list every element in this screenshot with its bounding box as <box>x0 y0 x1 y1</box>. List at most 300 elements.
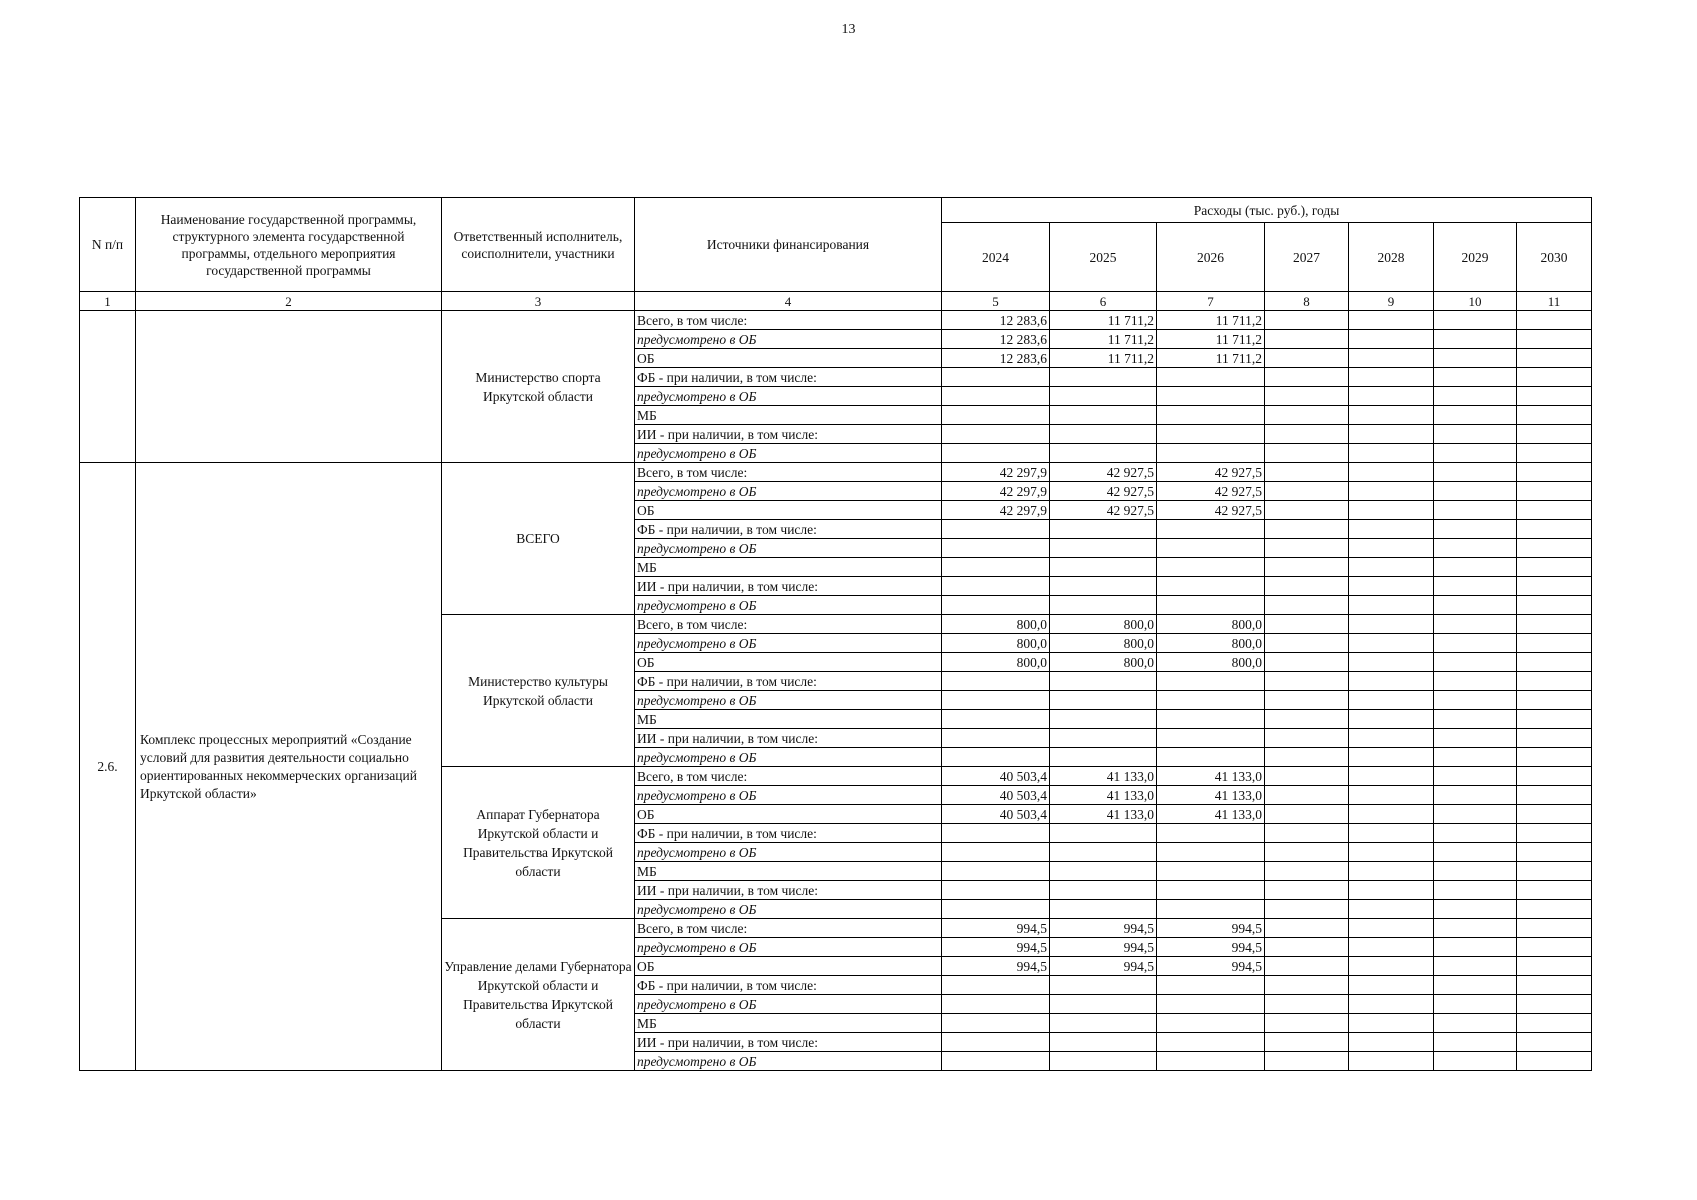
value-cell <box>1434 501 1517 520</box>
header-num: N п/п <box>80 198 136 292</box>
value-cell <box>1349 634 1434 653</box>
value-cell <box>1157 368 1265 387</box>
value-cell: 42 927,5 <box>1157 463 1265 482</box>
value-cell: 994,5 <box>1050 957 1157 976</box>
column-number: 11 <box>1517 292 1592 311</box>
value-cell <box>1517 862 1592 881</box>
value-cell <box>1517 767 1592 786</box>
funding-source: ФБ - при наличии, в том числе: <box>635 976 942 995</box>
value-cell <box>1434 596 1517 615</box>
value-cell: 800,0 <box>1157 634 1265 653</box>
value-cell <box>1050 596 1157 615</box>
value-cell <box>1349 349 1434 368</box>
value-cell <box>1517 919 1592 938</box>
value-cell <box>942 520 1050 539</box>
funding-source: предусмотрено в ОБ <box>635 938 942 957</box>
value-cell <box>1157 596 1265 615</box>
value-cell <box>1157 824 1265 843</box>
value-cell: 994,5 <box>1050 938 1157 957</box>
value-cell <box>1265 1014 1349 1033</box>
value-cell <box>1050 368 1157 387</box>
value-cell: 42 927,5 <box>1157 501 1265 520</box>
value-cell <box>1265 824 1349 843</box>
value-cell <box>1434 938 1517 957</box>
executor-cell: Министерство спорта Иркутской области <box>442 311 635 463</box>
value-cell: 12 283,6 <box>942 349 1050 368</box>
funding-source: ИИ - при наличии, в том числе: <box>635 425 942 444</box>
value-cell <box>1434 558 1517 577</box>
value-cell: 41 133,0 <box>1157 805 1265 824</box>
value-cell <box>1349 1033 1434 1052</box>
value-cell <box>942 691 1050 710</box>
value-cell <box>1434 539 1517 558</box>
funding-source: ИИ - при наличии, в том числе: <box>635 577 942 596</box>
funding-source: предусмотрено в ОБ <box>635 387 942 406</box>
value-cell <box>1349 406 1434 425</box>
value-cell <box>1265 520 1349 539</box>
value-cell <box>1265 881 1349 900</box>
value-cell <box>1050 387 1157 406</box>
value-cell: 41 133,0 <box>1050 805 1157 824</box>
value-cell <box>1050 995 1157 1014</box>
value-cell <box>1157 843 1265 862</box>
value-cell <box>1050 748 1157 767</box>
value-cell <box>1050 406 1157 425</box>
value-cell <box>1050 691 1157 710</box>
value-cell <box>1157 900 1265 919</box>
value-cell <box>942 577 1050 596</box>
funding-source: ИИ - при наличии, в том числе: <box>635 1033 942 1052</box>
value-cell <box>1517 482 1592 501</box>
value-cell <box>1434 995 1517 1014</box>
value-cell <box>1434 406 1517 425</box>
value-cell <box>1434 710 1517 729</box>
value-cell <box>1050 1033 1157 1052</box>
value-cell <box>1517 995 1592 1014</box>
column-number: 5 <box>942 292 1050 311</box>
value-cell <box>1265 748 1349 767</box>
value-cell <box>1265 463 1349 482</box>
value-cell <box>1265 767 1349 786</box>
value-cell <box>1434 311 1517 330</box>
value-cell <box>1265 1033 1349 1052</box>
value-cell <box>1517 634 1592 653</box>
value-cell <box>1050 1052 1157 1071</box>
value-cell: 800,0 <box>1157 653 1265 672</box>
value-cell: 40 503,4 <box>942 786 1050 805</box>
value-cell: 40 503,4 <box>942 805 1050 824</box>
value-cell <box>1349 767 1434 786</box>
value-cell <box>1434 729 1517 748</box>
value-cell <box>1349 1052 1434 1071</box>
value-cell: 11 711,2 <box>1157 330 1265 349</box>
value-cell <box>1349 805 1434 824</box>
header-executor: Ответственный исполнитель, соисполнители, участники <box>442 198 635 292</box>
value-cell <box>1517 1014 1592 1033</box>
value-cell: 42 927,5 <box>1050 501 1157 520</box>
executor-cell: Аппарат Губернатора Иркутской области и Правительства Иркутской области <box>442 767 635 919</box>
column-number: 3 <box>442 292 635 311</box>
value-cell <box>942 900 1050 919</box>
executor-cell: ВСЕГО <box>442 463 635 615</box>
value-cell <box>1517 691 1592 710</box>
value-cell <box>1157 710 1265 729</box>
value-cell <box>1050 824 1157 843</box>
funding-source: Всего, в том числе: <box>635 311 942 330</box>
funding-source: предусмотрено в ОБ <box>635 786 942 805</box>
value-cell: 800,0 <box>1050 615 1157 634</box>
value-cell <box>1434 748 1517 767</box>
value-cell <box>1434 919 1517 938</box>
header-year: 2029 <box>1434 223 1517 292</box>
value-cell <box>1434 767 1517 786</box>
value-cell: 11 711,2 <box>1050 349 1157 368</box>
value-cell <box>1265 843 1349 862</box>
value-cell <box>1157 1033 1265 1052</box>
funding-source: предусмотрено в ОБ <box>635 596 942 615</box>
value-cell <box>1050 672 1157 691</box>
value-cell: 41 133,0 <box>1157 767 1265 786</box>
value-cell <box>1265 368 1349 387</box>
value-cell: 800,0 <box>1050 653 1157 672</box>
value-cell <box>1265 805 1349 824</box>
value-cell <box>1157 406 1265 425</box>
value-cell <box>1434 1033 1517 1052</box>
value-cell <box>1517 425 1592 444</box>
value-cell <box>1349 995 1434 1014</box>
value-cell <box>1517 748 1592 767</box>
value-cell <box>942 368 1050 387</box>
value-cell <box>1157 748 1265 767</box>
item-name: Комплекс процессных мероприятий «Создание условий для развития деятельности социально ориентированных некоммерческих организаций Иркутской области» <box>136 463 442 1071</box>
page-number: 13 <box>841 22 856 37</box>
funding-source: ОБ <box>635 653 942 672</box>
funding-source: Всего, в том числе: <box>635 919 942 938</box>
value-cell <box>1050 976 1157 995</box>
value-cell <box>1349 425 1434 444</box>
value-cell <box>1517 406 1592 425</box>
value-cell <box>1434 824 1517 843</box>
value-cell <box>1349 881 1434 900</box>
value-cell <box>1517 387 1592 406</box>
value-cell <box>1265 349 1349 368</box>
value-cell <box>1157 672 1265 691</box>
value-cell <box>1050 862 1157 881</box>
value-cell <box>1157 577 1265 596</box>
header-expenses: Расходы (тыс. руб.), годы <box>942 198 1592 223</box>
value-cell <box>1157 862 1265 881</box>
value-cell <box>1349 691 1434 710</box>
value-cell <box>1349 501 1434 520</box>
funding-source: предусмотрено в ОБ <box>635 482 942 501</box>
value-cell <box>942 444 1050 463</box>
value-cell <box>1050 900 1157 919</box>
funding-source: Всего, в том числе: <box>635 767 942 786</box>
value-cell: 40 503,4 <box>942 767 1050 786</box>
header-name: Наименование государственной программы, структурного элемента государственной программы, отдельного мероприятия государственной программы <box>136 198 442 292</box>
header-year: 2030 <box>1517 223 1592 292</box>
funding-source: ИИ - при наличии, в том числе: <box>635 881 942 900</box>
value-cell <box>1349 824 1434 843</box>
funding-source: ОБ <box>635 349 942 368</box>
value-cell: 42 927,5 <box>1050 463 1157 482</box>
funding-source: предусмотрено в ОБ <box>635 330 942 349</box>
value-cell: 11 711,2 <box>1050 330 1157 349</box>
value-cell <box>1050 539 1157 558</box>
column-number: 2 <box>136 292 442 311</box>
table-body <box>80 311 1592 1071</box>
value-cell <box>1434 634 1517 653</box>
value-cell <box>1349 653 1434 672</box>
executor-cell: Управление делами Губернатора Иркутской области и Правительства Иркутской области <box>442 919 635 1071</box>
value-cell <box>942 1014 1050 1033</box>
value-cell: 42 297,9 <box>942 463 1050 482</box>
value-cell <box>1265 672 1349 691</box>
funding-source: ФБ - при наличии, в том числе: <box>635 824 942 843</box>
column-number: 6 <box>1050 292 1157 311</box>
value-cell: 11 711,2 <box>1157 349 1265 368</box>
value-cell <box>1517 444 1592 463</box>
value-cell <box>1349 957 1434 976</box>
value-cell <box>1157 387 1265 406</box>
value-cell <box>1517 463 1592 482</box>
value-cell <box>1349 330 1434 349</box>
funding-source: предусмотрено в ОБ <box>635 843 942 862</box>
value-cell: 800,0 <box>942 653 1050 672</box>
value-cell <box>1517 976 1592 995</box>
value-cell <box>1157 558 1265 577</box>
value-cell <box>1265 406 1349 425</box>
value-cell <box>1265 634 1349 653</box>
value-cell <box>1265 729 1349 748</box>
value-cell <box>1517 311 1592 330</box>
value-cell <box>942 425 1050 444</box>
header-year: 2027 <box>1265 223 1349 292</box>
value-cell <box>1517 501 1592 520</box>
value-cell <box>1050 444 1157 463</box>
header-source: Источники финансирования <box>635 198 942 292</box>
value-cell <box>1517 843 1592 862</box>
value-cell <box>1050 425 1157 444</box>
column-number: 1 <box>80 292 136 311</box>
value-cell <box>942 824 1050 843</box>
value-cell <box>1349 311 1434 330</box>
value-cell <box>1157 976 1265 995</box>
value-cell <box>1050 881 1157 900</box>
value-cell: 12 283,6 <box>942 311 1050 330</box>
value-cell <box>1349 900 1434 919</box>
value-cell <box>1265 653 1349 672</box>
value-cell <box>1265 482 1349 501</box>
value-cell: 11 711,2 <box>1157 311 1265 330</box>
value-cell <box>942 976 1050 995</box>
value-cell <box>1265 710 1349 729</box>
value-cell <box>942 672 1050 691</box>
value-cell <box>1434 672 1517 691</box>
value-cell <box>1517 786 1592 805</box>
header-year: 2025 <box>1050 223 1157 292</box>
funding-source: предусмотрено в ОБ <box>635 1052 942 1071</box>
value-cell <box>1349 577 1434 596</box>
column-number: 7 <box>1157 292 1265 311</box>
funding-source: ОБ <box>635 501 942 520</box>
funding-source: МБ <box>635 710 942 729</box>
value-cell: 994,5 <box>942 938 1050 957</box>
table-row <box>80 463 1592 482</box>
item-number <box>80 311 136 463</box>
value-cell <box>1434 520 1517 539</box>
header-year: 2024 <box>942 223 1050 292</box>
value-cell <box>1265 957 1349 976</box>
value-cell <box>1265 501 1349 520</box>
value-cell <box>1434 862 1517 881</box>
value-cell <box>1349 976 1434 995</box>
value-cell <box>1434 843 1517 862</box>
value-cell <box>1517 653 1592 672</box>
value-cell <box>1517 957 1592 976</box>
value-cell <box>942 539 1050 558</box>
column-numbers-row <box>80 292 1592 311</box>
value-cell <box>1517 1052 1592 1071</box>
column-number: 8 <box>1265 292 1349 311</box>
value-cell <box>1050 558 1157 577</box>
value-cell <box>1265 596 1349 615</box>
value-cell <box>1517 520 1592 539</box>
value-cell <box>1265 387 1349 406</box>
funding-source: ОБ <box>635 957 942 976</box>
value-cell <box>1434 425 1517 444</box>
value-cell: 994,5 <box>1157 938 1265 957</box>
item-name <box>136 311 442 463</box>
value-cell <box>1265 539 1349 558</box>
value-cell <box>942 1033 1050 1052</box>
value-cell <box>1349 672 1434 691</box>
funding-source: предусмотрено в ОБ <box>635 539 942 558</box>
value-cell <box>1265 577 1349 596</box>
value-cell <box>1517 729 1592 748</box>
value-cell <box>1434 444 1517 463</box>
value-cell <box>1434 976 1517 995</box>
value-cell <box>1157 729 1265 748</box>
value-cell <box>1265 615 1349 634</box>
value-cell <box>1157 444 1265 463</box>
value-cell <box>1349 729 1434 748</box>
value-cell <box>1349 615 1434 634</box>
item-number: 2.6. <box>80 463 136 1071</box>
value-cell <box>1349 558 1434 577</box>
value-cell <box>1349 919 1434 938</box>
value-cell <box>1265 786 1349 805</box>
value-cell <box>1434 387 1517 406</box>
value-cell <box>1265 862 1349 881</box>
value-cell <box>1050 520 1157 539</box>
value-cell <box>1517 577 1592 596</box>
value-cell <box>1050 577 1157 596</box>
budget-table <box>79 197 1592 1071</box>
value-cell <box>1349 520 1434 539</box>
value-cell <box>1265 919 1349 938</box>
value-cell <box>942 387 1050 406</box>
funding-source: ОБ <box>635 805 942 824</box>
value-cell <box>1157 425 1265 444</box>
value-cell <box>1349 786 1434 805</box>
value-cell <box>942 406 1050 425</box>
value-cell <box>1517 330 1592 349</box>
value-cell <box>1434 368 1517 387</box>
column-number: 9 <box>1349 292 1434 311</box>
value-cell <box>1265 900 1349 919</box>
value-cell <box>1434 1014 1517 1033</box>
value-cell <box>1517 805 1592 824</box>
value-cell: 42 927,5 <box>1157 482 1265 501</box>
column-number: 10 <box>1434 292 1517 311</box>
value-cell: 994,5 <box>942 957 1050 976</box>
funding-source: МБ <box>635 558 942 577</box>
value-cell <box>1265 311 1349 330</box>
value-cell: 994,5 <box>1157 957 1265 976</box>
value-cell <box>1517 710 1592 729</box>
value-cell <box>1265 1052 1349 1071</box>
funding-source: Всего, в том числе: <box>635 463 942 482</box>
value-cell <box>1349 1014 1434 1033</box>
value-cell <box>942 596 1050 615</box>
value-cell <box>1517 824 1592 843</box>
value-cell <box>1265 995 1349 1014</box>
header-year: 2028 <box>1349 223 1434 292</box>
value-cell <box>1349 463 1434 482</box>
value-cell: 12 283,6 <box>942 330 1050 349</box>
funding-source: МБ <box>635 406 942 425</box>
value-cell <box>1265 425 1349 444</box>
value-cell: 41 133,0 <box>1050 786 1157 805</box>
value-cell <box>1517 672 1592 691</box>
value-cell <box>1050 710 1157 729</box>
value-cell <box>1434 463 1517 482</box>
funding-source: ФБ - при наличии, в том числе: <box>635 368 942 387</box>
value-cell <box>1157 520 1265 539</box>
value-cell: 42 927,5 <box>1050 482 1157 501</box>
value-cell: 41 133,0 <box>1157 786 1265 805</box>
funding-source: предусмотрено в ОБ <box>635 634 942 653</box>
value-cell <box>1517 539 1592 558</box>
value-cell: 42 297,9 <box>942 482 1050 501</box>
value-cell <box>1517 596 1592 615</box>
value-cell <box>1434 615 1517 634</box>
funding-source: МБ <box>635 1014 942 1033</box>
value-cell <box>942 558 1050 577</box>
value-cell: 800,0 <box>1050 634 1157 653</box>
value-cell <box>942 729 1050 748</box>
funding-source: ИИ - при наличии, в том числе: <box>635 729 942 748</box>
value-cell: 994,5 <box>1157 919 1265 938</box>
value-cell <box>1434 900 1517 919</box>
value-cell <box>1157 881 1265 900</box>
value-cell <box>942 1052 1050 1071</box>
value-cell <box>1349 444 1434 463</box>
value-cell <box>1265 330 1349 349</box>
value-cell: 994,5 <box>942 919 1050 938</box>
value-cell <box>1517 1033 1592 1052</box>
value-cell <box>1349 938 1434 957</box>
value-cell <box>1157 691 1265 710</box>
value-cell: 800,0 <box>1157 615 1265 634</box>
value-cell <box>1434 881 1517 900</box>
column-number: 4 <box>635 292 942 311</box>
value-cell <box>1157 995 1265 1014</box>
value-cell <box>1349 862 1434 881</box>
value-cell <box>1434 577 1517 596</box>
value-cell <box>1434 1052 1517 1071</box>
